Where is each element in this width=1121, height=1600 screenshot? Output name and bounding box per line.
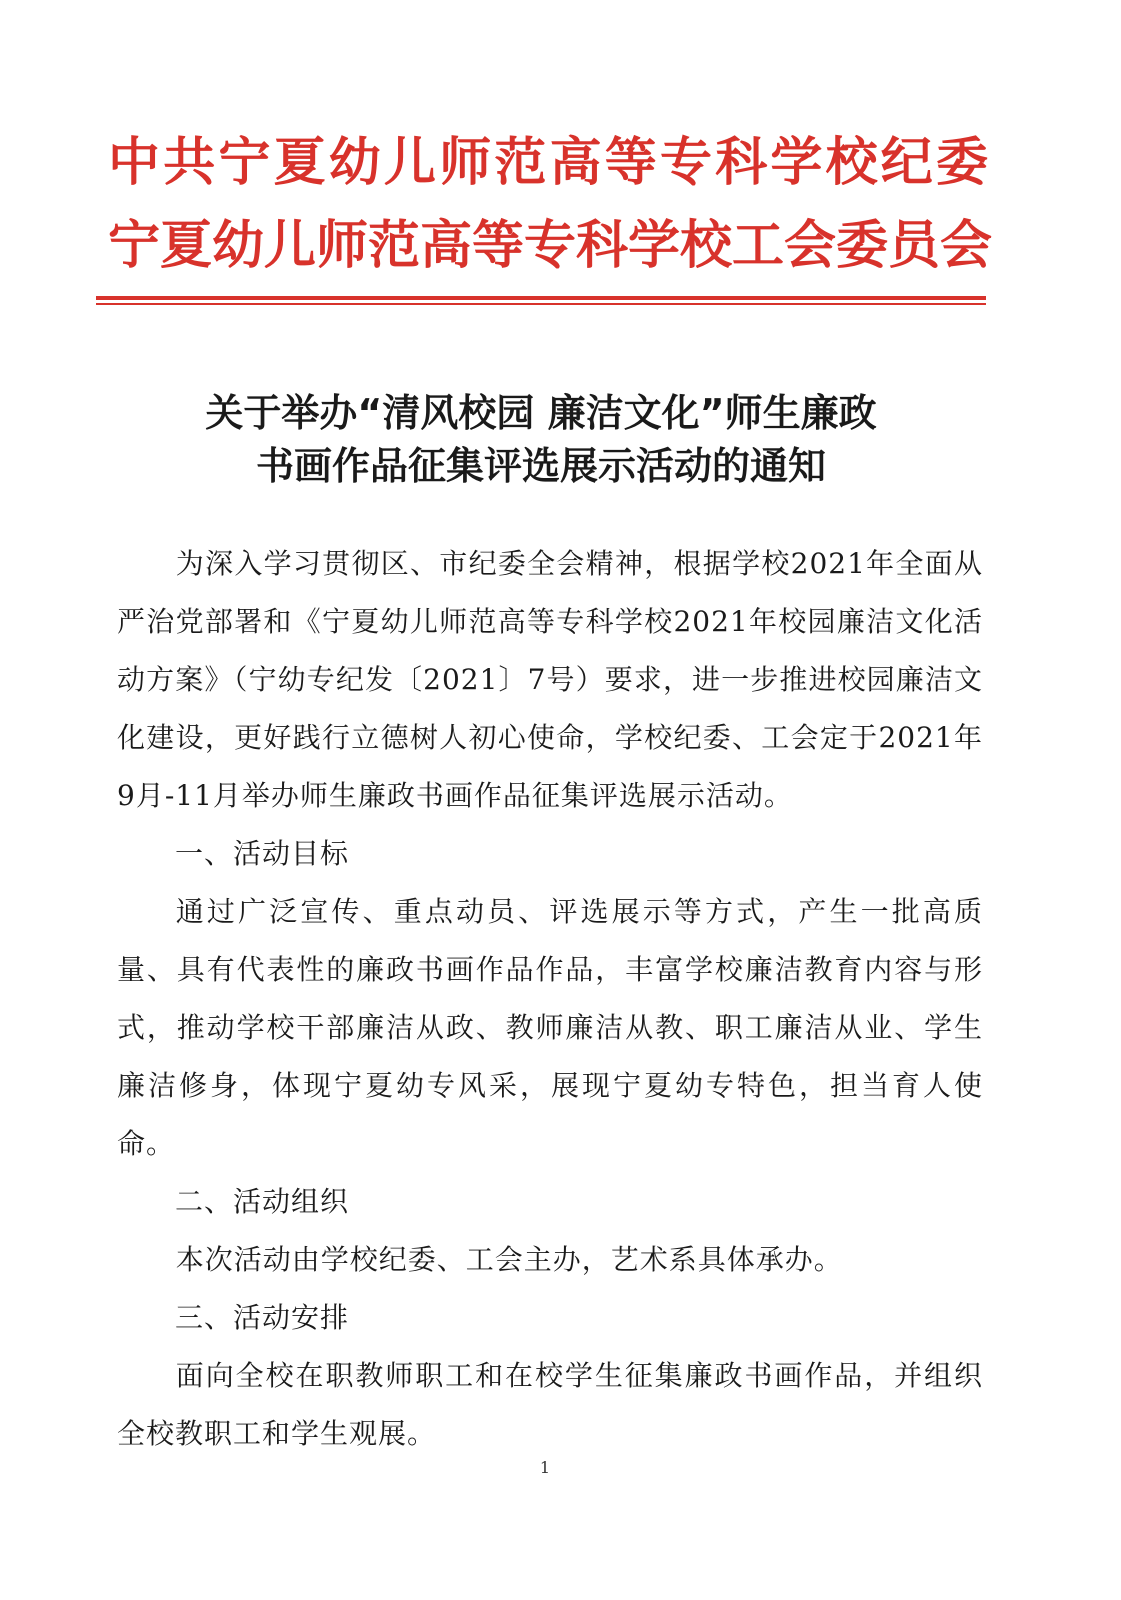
section-1-paragraph: 通过广泛宣传、重点动员、评选展示等方式，产生一批高质量、具有代表性的廉政书画作品作品，丰富学校廉洁教育内容与形式，推动学校干部廉洁从政、教师廉洁从教、职工廉洁从业、学生廉洁修身，体现宁夏幼专风采，展现宁夏幼专特色，担当育人使命。	[117, 895, 983, 1160]
document-title-line-1: 关于举办“清风校园 廉洁文化”师生廉政	[205, 391, 877, 435]
document-body	[117, 535, 983, 1463]
document-title-line-2: 书画作品征集评选展示活动的通知	[255, 444, 826, 488]
section-2-paragraph: 本次活动由学校纪委、工会主办，艺术系具体承办。	[175, 1243, 843, 1276]
section-3-heading: 三、活动安排	[175, 1301, 350, 1334]
section-1-heading: 一、活动目标	[175, 837, 350, 870]
section-2-heading: 二、活动组织	[175, 1185, 350, 1218]
letterhead-line-1: 中共宁夏幼儿师范高等专科学校纪委	[108, 132, 988, 193]
letterhead-line-2: 宁夏幼儿师范高等专科学校工会委员会	[108, 215, 993, 276]
page-number: 1	[539, 1458, 551, 1477]
section-3-paragraph: 面向全校在职教师职工和在校学生征集廉政书画作品，并组织全校教职工和学生观展。	[117, 1359, 983, 1450]
letterhead-divider-thick	[96, 296, 986, 300]
letterhead-divider-thin	[96, 303, 986, 305]
intro-paragraph: 为深入学习贯彻区、市纪委全会精神，根据学校2021年全面从严治党部署和《宁夏幼儿师范高等专科学校2021年校园廉洁文化活动方案》（宁幼专纪发〔2021〕7号）要求，进一步推进校园廉洁文化建设，更好践行立德树人初心使命，学校纪委、工会定于2021年9月-11月举办师生廉政书画作品征集评选展示活动。	[117, 547, 983, 812]
